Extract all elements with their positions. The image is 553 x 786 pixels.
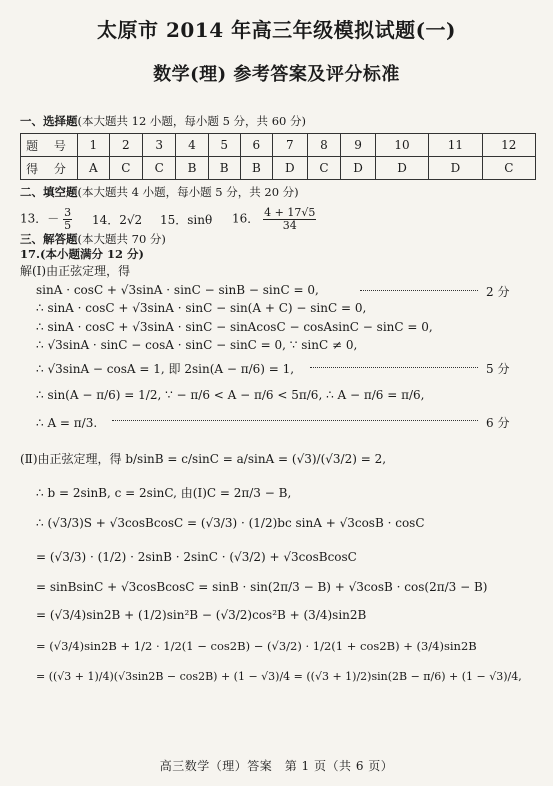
section-fill-note: (本大题共 4 小题，每小题 5 分，共 20 分) xyxy=(77,185,299,199)
q17-part2-step-5: = (√3/4)sin2B + (1/2)sin²B − (√3/2)cos²B + (3/4)sin2B xyxy=(36,608,367,622)
dotted-leader xyxy=(112,420,478,421)
section-fill-title: 二、填空题 xyxy=(20,185,78,199)
q17-part2-intro: (Ⅱ)由正弦定理，得 b/sinB = c/sinC = a/sinA = (√3)/(√3/2) = 2, xyxy=(20,452,387,466)
row-label-number: 题 号 xyxy=(21,134,78,157)
q17-step-6: ∴ sin(A − π/6) = 1/2, ∵ − π/6 < A − π/6 < 5π/6, ∴ A − π/6 = π/6, xyxy=(36,388,425,402)
fill-answer-16 xyxy=(232,207,316,231)
answer-table xyxy=(20,133,536,180)
question-number: 12 xyxy=(482,134,535,157)
answer-cell: B xyxy=(208,157,240,180)
page-subtitle: 数学(理) 参考答案及评分标准 xyxy=(153,64,400,85)
answer-table-number-row xyxy=(21,134,536,157)
answer-cell: C xyxy=(109,157,142,180)
q17-step-5: ∴ √3sinA − cosA = 1, 即 2sin(A − π/6) = 1, xyxy=(36,362,295,376)
question-number: 3 xyxy=(143,134,176,157)
answer-cell: D xyxy=(272,157,307,180)
q17-part2-step-7: = ((√3 + 1)/4)(√3sin2B − cos2B) + (1 − √3)/4 = ((√3 + 1)/2)sin(2B − π/6) + (1 − √3)/4, xyxy=(36,670,522,683)
page-title: 太原市 2014 年高三年级模拟试题(一) xyxy=(96,18,456,42)
q17-part2-step-1: ∴ b = 2sinB, c = 2sinC, 由(Ⅰ)C = 2π/3 − B, xyxy=(36,486,292,500)
answer-cell: D xyxy=(341,157,376,180)
q17-part1-intro: 解(Ⅰ)由正弦定理，得 xyxy=(20,264,131,278)
q13-label: 13．－ xyxy=(20,211,60,226)
fill-answer-14: 14．2√2 xyxy=(92,213,143,227)
question-number: 10 xyxy=(375,134,428,157)
q17-step-1: sinA · cosC + √3sinA · sinC − sinB − sinC = 0, xyxy=(36,283,319,297)
answer-cell: C xyxy=(307,157,340,180)
question-number: 7 xyxy=(272,134,307,157)
q17-step-3: ∴ sinA · cosC + √3sinA · sinC − sinAcosC − cosAsinC − sinC = 0, xyxy=(36,320,433,334)
section-solve-title: 三、解答题 xyxy=(20,232,78,246)
section-solve-heading xyxy=(20,231,166,247)
q17-part2-step-6: = (√3/4)sin2B + 1/2 · 1/2(1 − cos2B) − (√3/2) · 1/2(1 + cos2B) + (3/4)sin2B xyxy=(36,639,477,653)
q13-numerator: 3 xyxy=(64,206,72,219)
question-number: 5 xyxy=(208,134,240,157)
section-fill-heading xyxy=(20,184,299,200)
answer-table-answer-row xyxy=(21,157,536,180)
q17-part2-step-4: = sinBsinC + √3cosBcosC = sinB · sin(2π/3 − B) + √3cosB · cos(2π/3 − B) xyxy=(36,580,488,594)
fill-answer-15: 15．sinθ xyxy=(160,213,213,227)
answer-cell: D xyxy=(375,157,428,180)
score-mark: 6 分 xyxy=(486,416,510,430)
answer-cell: B xyxy=(240,157,272,180)
section-choice-heading xyxy=(20,113,306,129)
answer-cell: C xyxy=(143,157,176,180)
row-label-score: 得 分 xyxy=(21,157,78,180)
q16-denominator: 34 xyxy=(282,218,297,232)
fill-answer-13 xyxy=(20,207,72,231)
section-solve-note: (本大题共 70 分) xyxy=(77,232,166,246)
q17-heading: 17.(本小题满分 12 分) xyxy=(20,247,144,261)
score-mark: 2 分 xyxy=(486,285,510,299)
question-number: 6 xyxy=(240,134,272,157)
q17-step-4: ∴ √3sinA · sinC − cosA · sinC − sinC = 0, ∵ sinC ≠ 0, xyxy=(36,338,358,352)
answer-cell: A xyxy=(78,157,110,180)
q17-part2-step-3: = (√3/3) · (1/2) · 2sinB · 2sinC · (√3/2) + √3cosBcosC xyxy=(36,550,357,564)
question-number: 8 xyxy=(307,134,340,157)
q16-label: 16． xyxy=(232,211,260,226)
section-choice-title: 一、选择题 xyxy=(20,114,78,128)
dotted-leader xyxy=(310,367,478,368)
q17-step-2: ∴ sinA · cosC + √3sinA · sinC − sin(A + C) − sinC = 0, xyxy=(36,301,367,315)
answer-cell: B xyxy=(176,157,208,180)
page-footer: 高三数学（理）答案 第 1 页（共 6 页） xyxy=(159,759,394,773)
answer-cell: C xyxy=(482,157,535,180)
q16-fraction xyxy=(263,207,316,231)
dotted-leader xyxy=(360,290,478,291)
q17-step-7: ∴ A = π/3. xyxy=(36,416,98,430)
section-choice-note: (本大题共 12 小题，每小题 5 分，共 60 分) xyxy=(77,114,306,128)
q16-numerator: 4 + 17√5 xyxy=(264,206,316,219)
question-number: 2 xyxy=(109,134,142,157)
q17-part2-step-2: ∴ (√3/3)S + √3cosBcosC = (√3/3) · (1/2)bc sinA + √3cosB · cosC xyxy=(36,516,425,530)
question-number: 4 xyxy=(176,134,208,157)
q13-fraction xyxy=(63,207,72,231)
q13-denominator: 5 xyxy=(64,218,72,232)
question-number: 1 xyxy=(78,134,110,157)
question-number: 9 xyxy=(341,134,376,157)
question-number: 11 xyxy=(429,134,482,157)
score-mark: 5 分 xyxy=(486,362,510,376)
answer-cell: D xyxy=(429,157,482,180)
